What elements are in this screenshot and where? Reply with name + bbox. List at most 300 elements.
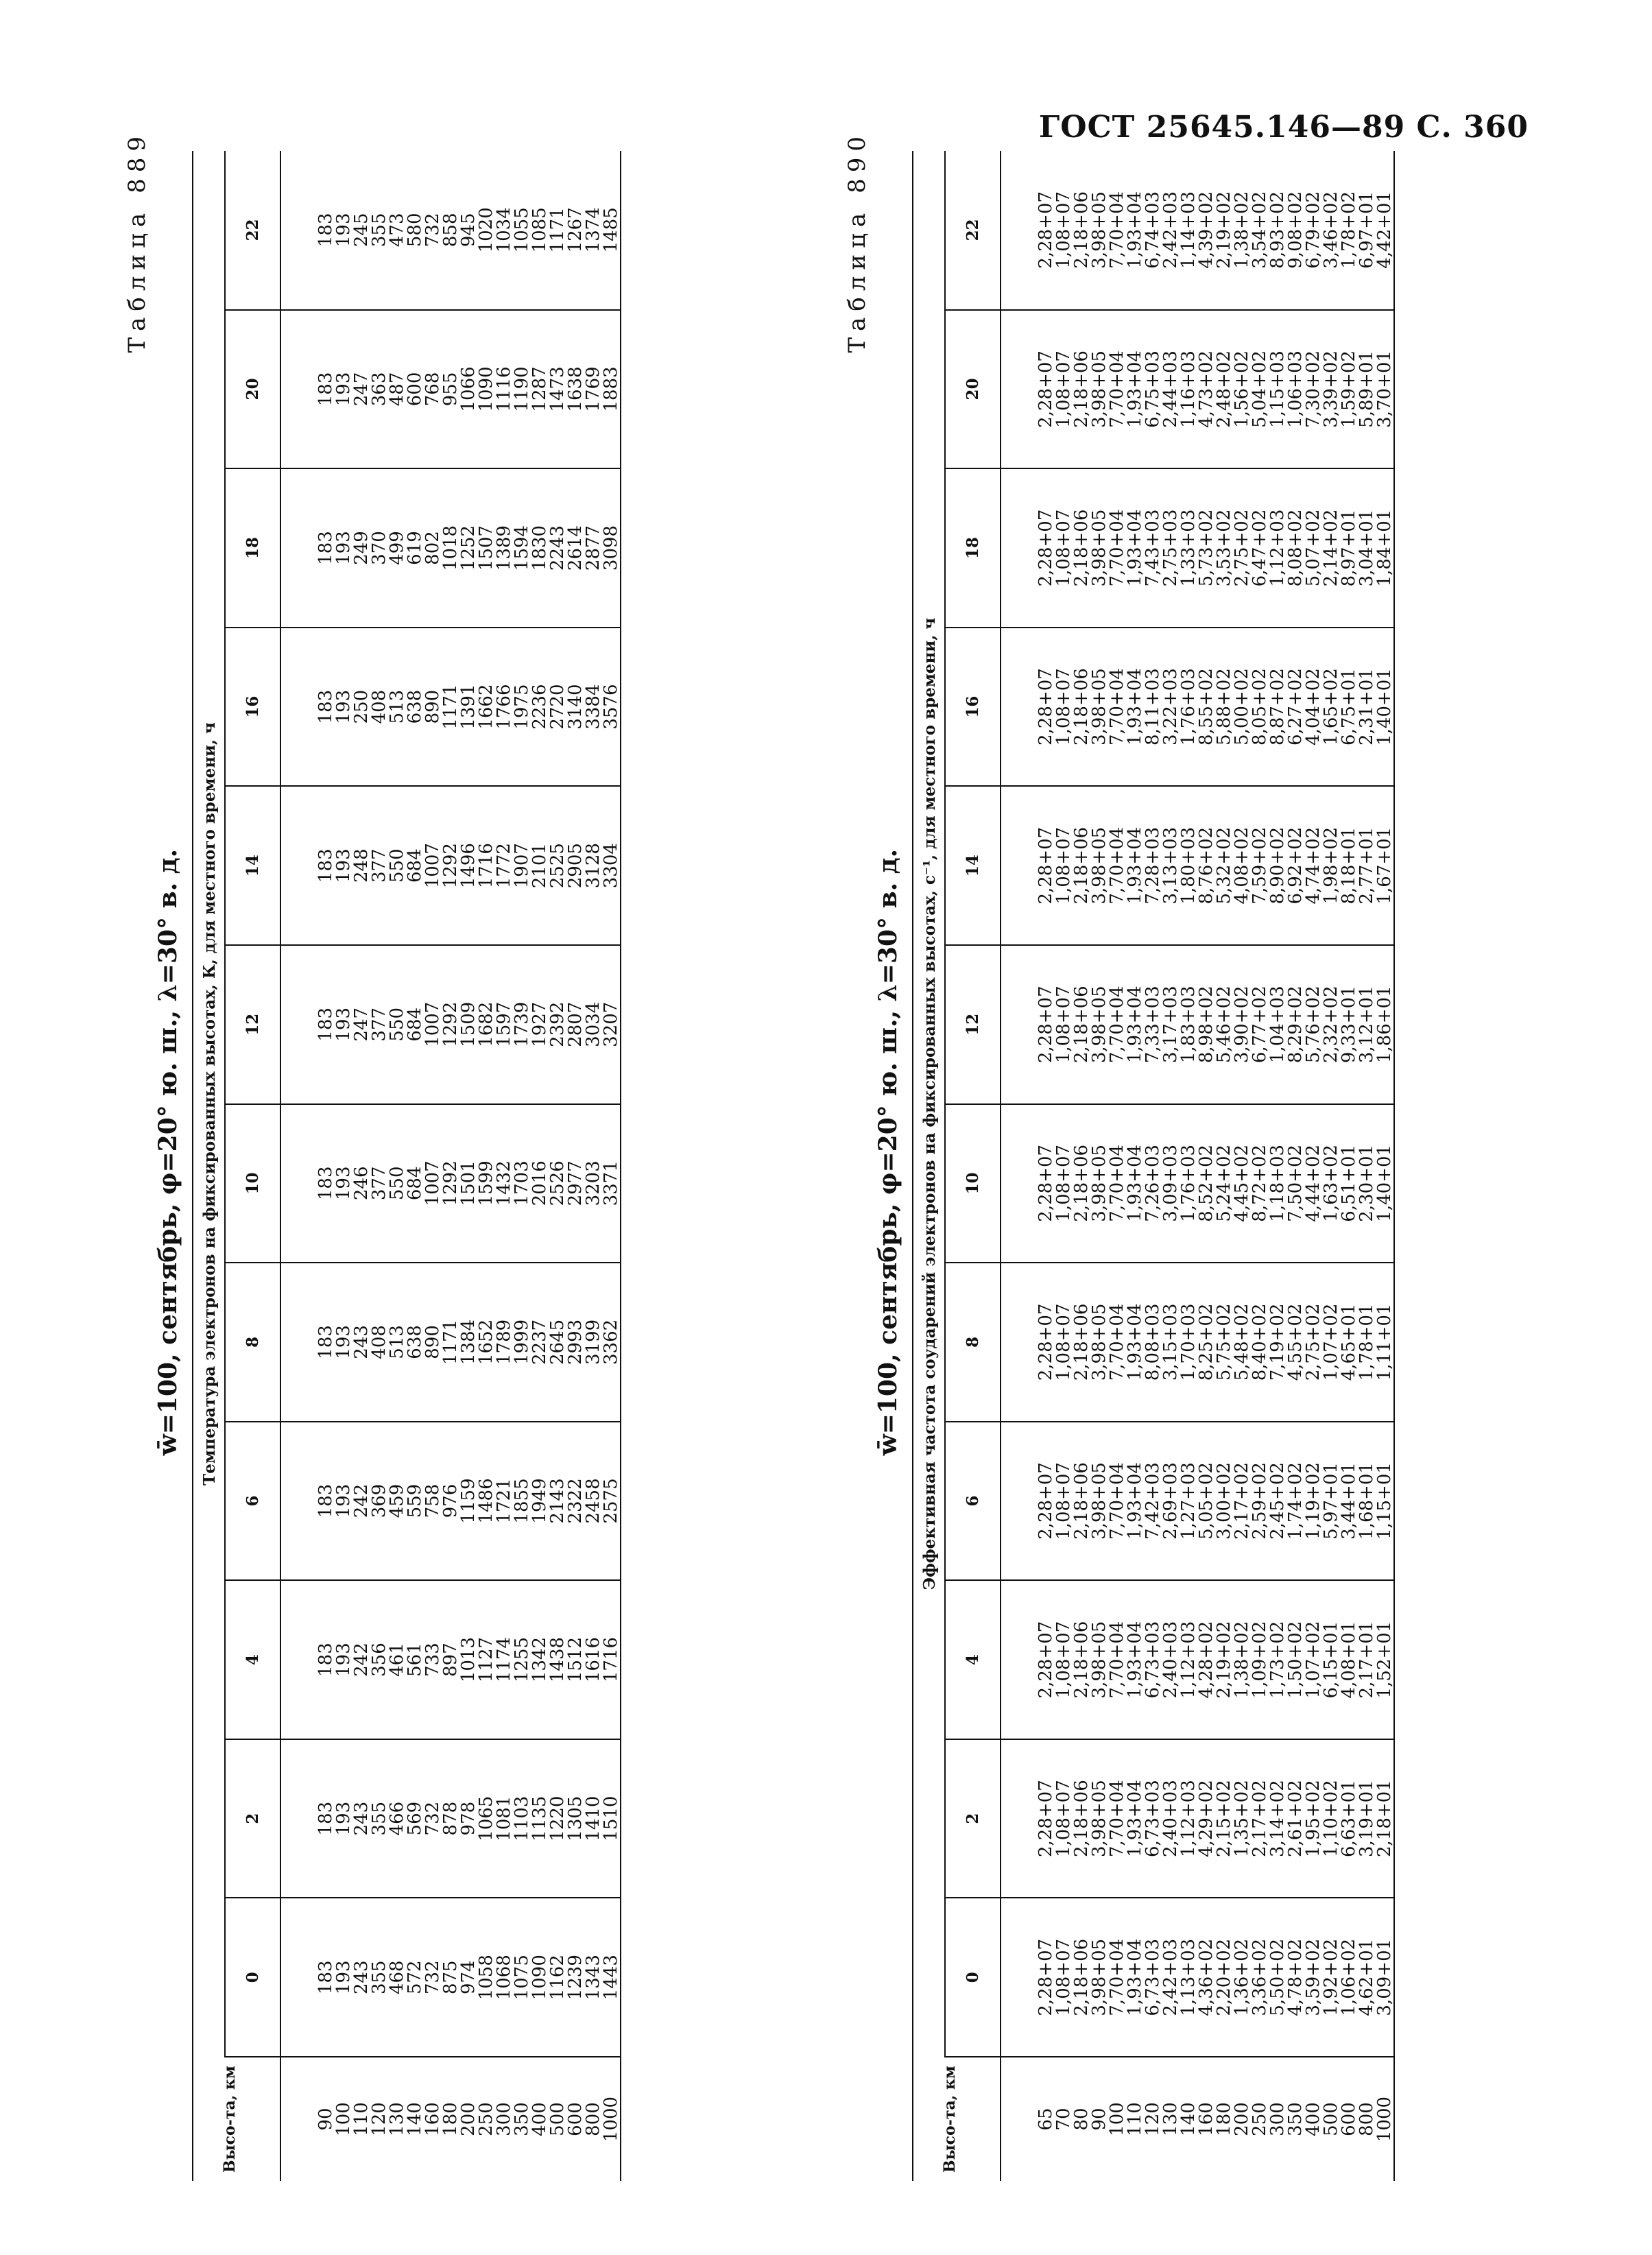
cell-value: 2525: [547, 843, 568, 889]
cell-value: 1,06+03: [1285, 350, 1306, 428]
cell-value: 1443: [601, 1955, 621, 2001]
hour-header: 0: [225, 1898, 280, 2057]
cell-value: 183: [315, 1483, 336, 1518]
cell-value: 2,18+06: [1071, 350, 1092, 428]
cell-value: 3,04+01: [1356, 509, 1377, 587]
cell-value: 4,39+02: [1196, 191, 1217, 269]
cell-value: 247: [351, 372, 372, 407]
cell-value: 732: [422, 213, 443, 248]
cell-value: 1,12+03: [1178, 1621, 1199, 1699]
cell-value: 1,56+02: [1232, 350, 1252, 428]
cell-value: 3,98+05: [1089, 191, 1110, 269]
cell-value: 1007: [422, 1160, 443, 1206]
cell-value: 7,70+04: [1107, 1144, 1127, 1222]
cell-value: 733: [422, 1643, 443, 1677]
cell-value: 7,33+03: [1142, 986, 1163, 1064]
cell-value: 1287: [529, 366, 550, 412]
altitude-header: Высо-та, км: [913, 2057, 1001, 2181]
cell-value: 1267: [565, 207, 586, 253]
cell-value: 2,17+02: [1232, 1462, 1252, 1540]
altitude-value: 400: [529, 2102, 550, 2136]
cell-value: 3,98+05: [1089, 986, 1110, 1064]
cell-value: 1,93+04: [1125, 668, 1145, 745]
cell-value: 193: [333, 1801, 354, 1836]
cell-value: 3,90+02: [1232, 986, 1252, 1064]
cell-value: 1,08+07: [1053, 986, 1074, 1064]
cell-value: 1055: [512, 207, 532, 253]
cell-value: 6,27+02: [1285, 668, 1306, 745]
cell-value: 976: [440, 1483, 461, 1518]
cell-value: 1616: [583, 1636, 603, 1683]
hour-column: [280, 945, 621, 1104]
altitude-value: 160: [1196, 2102, 1217, 2136]
cell-value: 3,46+02: [1321, 191, 1341, 269]
hour-column: [280, 1422, 621, 1581]
cell-value: 3128: [583, 843, 603, 889]
cell-value: 473: [387, 213, 407, 248]
cell-value: 6,73+03: [1142, 1938, 1163, 2016]
hour-column: [1001, 1739, 1394, 1898]
hour-header: 20: [225, 310, 280, 469]
cell-value: 7,70+04: [1107, 1780, 1127, 1858]
cell-value: 1,13+03: [1178, 1938, 1199, 2016]
cell-value: 499: [387, 531, 407, 565]
altitude-value: 90: [1089, 2108, 1110, 2131]
cell-value: 7,70+04: [1107, 350, 1127, 428]
cell-value: 1,15+01: [1374, 1462, 1395, 1540]
cell-value: 1090: [476, 366, 496, 412]
cell-value: 978: [458, 1801, 479, 1836]
cell-value: 1,63+02: [1321, 1144, 1341, 1222]
cell-value: 7,70+04: [1107, 191, 1127, 269]
cell-value: 1292: [440, 1001, 461, 1047]
cell-value: 1081: [494, 1795, 514, 1841]
cell-value: 6,74+03: [1142, 191, 1163, 269]
cell-value: 4,08+02: [1232, 826, 1252, 905]
cell-value: 1034: [494, 207, 514, 253]
cell-value: 1638: [565, 366, 586, 412]
cell-value: 7,30+02: [1303, 350, 1324, 428]
altitude-value: 110: [351, 2102, 372, 2136]
cell-value: 1,07+02: [1321, 1303, 1341, 1381]
cell-value: 1512: [565, 1636, 586, 1683]
table-label: Таблица 889: [123, 130, 151, 353]
cell-value: 3,12+01: [1356, 986, 1377, 1064]
cell-value: 7,43+03: [1142, 509, 1163, 587]
cell-value: 1,52+01: [1374, 1621, 1395, 1699]
cell-value: 6,73+03: [1142, 1780, 1163, 1858]
cell-value: 890: [422, 1325, 443, 1359]
cell-value: 5,76+02: [1303, 986, 1324, 1064]
altitude-value: 1000: [1374, 2096, 1395, 2143]
cell-value: 6,15+01: [1321, 1621, 1341, 1699]
altitude-value: 500: [547, 2102, 568, 2136]
cell-value: 193: [333, 372, 354, 407]
cell-value: 3,98+05: [1089, 1938, 1110, 2016]
cell-value: 1,08+07: [1053, 1303, 1074, 1381]
hour-column: [1001, 468, 1394, 628]
cell-value: 1652: [476, 1319, 496, 1365]
cell-value: 8,11+03: [1142, 668, 1163, 745]
cell-value: 5,04+02: [1249, 350, 1270, 428]
cell-value: 2,18+06: [1071, 1462, 1092, 1540]
cell-value: 5,46+02: [1214, 986, 1234, 1064]
cell-value: 193: [333, 1007, 354, 1042]
cell-value: 1239: [565, 1955, 586, 2001]
cell-value: 2614: [565, 525, 586, 571]
cell-value: 2,28+07: [1036, 350, 1056, 428]
cell-value: 897: [440, 1643, 461, 1677]
cell-value: 4,08+01: [1339, 1621, 1359, 1699]
cell-value: 3,98+05: [1089, 1780, 1110, 1858]
cell-value: 1,93+04: [1125, 1780, 1145, 1858]
cell-value: 7,59+02: [1249, 826, 1270, 905]
cell-value: 3,98+05: [1089, 1303, 1110, 1381]
cell-value: 2237: [529, 1319, 550, 1365]
cell-value: 247: [351, 1007, 372, 1042]
cell-value: 193: [333, 1325, 354, 1359]
cell-value: 2,18+06: [1071, 1144, 1092, 1222]
cell-value: 408: [369, 689, 390, 724]
cell-value: 1,93+04: [1125, 509, 1145, 587]
cell-value: 7,28+03: [1142, 826, 1163, 905]
altitude-value: 300: [494, 2102, 514, 2136]
cell-value: 1058: [476, 1955, 496, 2001]
hour-column: [280, 1739, 621, 1898]
cell-value: 1485: [601, 207, 621, 253]
cell-value: 6,79+02: [1303, 191, 1324, 269]
cell-value: 1389: [494, 525, 514, 571]
cell-value: 4,55+02: [1285, 1303, 1306, 1381]
hour-header: 10: [225, 1104, 280, 1263]
cell-value: 3,14+02: [1267, 1780, 1288, 1858]
altitude-column: [280, 2057, 621, 2181]
cell-value: 2,18+06: [1071, 191, 1092, 269]
cell-value: 4,29+02: [1196, 1780, 1217, 1858]
cell-value: 466: [387, 1801, 407, 1836]
cell-value: 1975: [512, 684, 532, 730]
cell-value: 5,07+02: [1303, 509, 1324, 587]
cell-value: 356: [369, 1643, 390, 1677]
cell-value: 2,18+06: [1071, 826, 1092, 905]
hour-column: [280, 468, 621, 628]
cell-value: 1509: [458, 1001, 479, 1047]
cell-value: 684: [405, 848, 425, 883]
cell-value: 2,18+06: [1071, 1938, 1092, 2016]
cell-value: 5,73+02: [1196, 509, 1217, 587]
cell-value: 1,74+02: [1285, 1462, 1306, 1540]
cell-value: 1162: [547, 1955, 568, 2001]
cell-value: 183: [315, 1643, 336, 1677]
cell-value: 1,93+04: [1125, 1303, 1145, 1381]
altitude-value: 90: [315, 2108, 336, 2131]
cell-value: 2,18+06: [1071, 986, 1092, 1064]
cell-value: 2,28+07: [1036, 1144, 1056, 1222]
cell-value: 875: [440, 1960, 461, 1995]
cell-value: 4,74+02: [1303, 826, 1324, 905]
cell-value: 2143: [547, 1478, 568, 1524]
cell-value: 1292: [440, 1160, 461, 1206]
altitude-value: 1000: [601, 2096, 621, 2143]
cell-value: 6,77+02: [1249, 986, 1270, 1064]
cell-value: 559: [405, 1483, 425, 1518]
cell-value: 684: [405, 1007, 425, 1042]
cell-value: 243: [351, 1801, 372, 1836]
cell-value: 3,09+01: [1374, 1938, 1395, 2016]
cell-value: 638: [405, 689, 425, 724]
altitude-value: 350: [1285, 2102, 1306, 2136]
cell-value: 4,28+02: [1196, 1621, 1217, 1699]
cell-value: 1855: [512, 1478, 532, 1524]
cell-value: 802: [422, 531, 443, 565]
hour-header: 2: [945, 1739, 1001, 1898]
cell-value: 250: [351, 689, 372, 724]
cell-value: 2,18+06: [1071, 1780, 1092, 1858]
altitude-value: 110: [1125, 2102, 1145, 2136]
cell-value: 9,33+01: [1339, 986, 1359, 1064]
cell-value: 2,77+01: [1356, 826, 1377, 905]
cell-value: 1,93+04: [1125, 191, 1145, 269]
cell-value: 377: [369, 1166, 390, 1201]
cell-value: 8,55+02: [1196, 668, 1217, 745]
altitude-value: 65: [1036, 2108, 1056, 2131]
cell-value: 1,95+02: [1303, 1780, 1324, 1858]
cell-value: 1,92+02: [1321, 1938, 1341, 2016]
cell-value: 8,76+02: [1196, 826, 1217, 905]
altitude-value: 350: [512, 2102, 532, 2136]
cell-value: 1,78+02: [1339, 191, 1359, 269]
cell-value: 242: [351, 1483, 372, 1518]
cell-value: 2,28+07: [1036, 1938, 1056, 2016]
cell-value: 1190: [512, 366, 532, 412]
cell-value: 2243: [547, 525, 568, 571]
table-title: w̄=100, сентябрь, φ=20° ю. ш., λ=30° в. д.: [154, 848, 182, 1456]
cell-value: 2392: [547, 1001, 568, 1047]
cell-value: 1410: [583, 1795, 603, 1841]
cell-value: 2,75+03: [1160, 509, 1181, 587]
hour-column: [1001, 151, 1394, 310]
cell-value: 7,70+04: [1107, 1462, 1127, 1540]
cell-value: 5,89+01: [1356, 350, 1377, 428]
cell-value: 638: [405, 1325, 425, 1359]
cell-value: 2,75+02: [1303, 1303, 1324, 1381]
cell-value: 1,68+01: [1356, 1462, 1377, 1540]
cell-value: 183: [315, 848, 336, 883]
table-890: [843, 123, 1395, 2181]
altitude-column: [1001, 2057, 1394, 2181]
cell-value: 1,06+02: [1339, 1938, 1359, 2016]
cell-value: 1007: [422, 843, 443, 889]
cell-value: 4,62+01: [1356, 1938, 1377, 2016]
cell-value: 1830: [529, 525, 550, 571]
cell-value: 7,19+02: [1267, 1303, 1288, 1381]
cell-value: 3,98+05: [1089, 350, 1110, 428]
cell-value: 3207: [601, 1001, 621, 1047]
altitude-value: 250: [1249, 2102, 1270, 2136]
cell-value: 2,19+02: [1214, 191, 1234, 269]
cell-value: 193: [333, 1643, 354, 1677]
cell-value: 183: [315, 531, 336, 565]
cell-value: 758: [422, 1483, 443, 1518]
cell-value: 1,08+07: [1053, 191, 1074, 269]
cell-value: 2,20+02: [1214, 1938, 1234, 2016]
cell-value: 369: [369, 1483, 390, 1518]
cell-value: 6,92+02: [1285, 826, 1306, 905]
hour-header: 18: [225, 468, 280, 628]
hour-header: 10: [945, 1104, 1001, 1263]
cell-value: 2,28+07: [1036, 668, 1056, 745]
cell-value: 6,51+01: [1339, 1144, 1359, 1222]
cell-value: 7,70+04: [1107, 668, 1127, 745]
cell-value: 8,08+03: [1142, 1303, 1163, 1381]
cell-value: 2236: [529, 684, 550, 730]
cell-value: 8,87+02: [1267, 668, 1288, 745]
cell-value: 355: [369, 1801, 390, 1836]
cell-value: 1432: [494, 1160, 514, 1206]
cell-value: 3,17+03: [1160, 986, 1181, 1064]
cell-value: 1594: [512, 525, 532, 571]
cell-value: 1,80+03: [1178, 826, 1199, 905]
cell-value: 2,59+02: [1249, 1462, 1270, 1540]
cell-value: 7,70+04: [1107, 986, 1127, 1064]
cell-value: 1343: [583, 1955, 603, 2001]
cell-value: 1,07+02: [1303, 1621, 1324, 1699]
cell-value: 513: [387, 689, 407, 724]
cell-value: 1,70+03: [1178, 1303, 1199, 1381]
cell-value: 183: [315, 689, 336, 724]
cell-value: 3,19+01: [1356, 1780, 1377, 1858]
cell-value: 1171: [547, 207, 568, 253]
cell-value: 193: [333, 1960, 354, 1995]
cell-value: 1075: [512, 1955, 532, 2001]
cell-value: 1135: [529, 1795, 550, 1841]
cell-value: 6,63+01: [1339, 1780, 1359, 1858]
cell-value: 3098: [601, 525, 621, 571]
cell-value: 1252: [458, 525, 479, 571]
altitude-value: 600: [565, 2102, 586, 2136]
cell-value: 1159: [458, 1478, 479, 1524]
cell-value: 8,93+02: [1267, 191, 1288, 269]
cell-value: 1,08+07: [1053, 668, 1074, 745]
cell-value: 2,18+06: [1071, 668, 1092, 745]
cell-value: 2877: [583, 525, 603, 571]
cell-value: 2,42+03: [1160, 1938, 1181, 2016]
cell-value: 6,75+03: [1142, 350, 1163, 428]
cell-value: 2905: [565, 843, 586, 889]
hour-header: 8: [945, 1263, 1001, 1422]
cell-value: 377: [369, 848, 390, 883]
cell-value: 1507: [476, 525, 496, 571]
altitude-value: 160: [422, 2102, 443, 2136]
cell-value: 1,40+01: [1374, 1144, 1395, 1222]
cell-value: 193: [333, 1166, 354, 1201]
cell-value: 1501: [458, 1160, 479, 1206]
cell-value: 7,70+04: [1107, 1303, 1127, 1381]
cell-value: 3,53+02: [1214, 509, 1234, 587]
cell-value: 1662: [476, 684, 496, 730]
hour-column: [1001, 1898, 1394, 2057]
cell-value: 3384: [583, 684, 603, 730]
cell-value: 4,65+01: [1339, 1303, 1359, 1381]
cell-value: 1,08+07: [1053, 509, 1074, 587]
cell-value: 2,69+03: [1160, 1462, 1181, 1540]
cell-value: 1,08+07: [1053, 1780, 1074, 1858]
cell-value: 2,32+02: [1321, 986, 1341, 1064]
cell-value: 550: [387, 848, 407, 883]
cell-value: 5,00+02: [1232, 668, 1252, 745]
cell-value: 600: [405, 372, 425, 407]
cell-value: 5,50+02: [1267, 1938, 1288, 2016]
cell-value: 246: [351, 1166, 372, 1201]
table-title: w̄=100, сентябрь, φ=20° ю. ш., λ=30° в. д.: [874, 848, 902, 1456]
altitude-value: 130: [387, 2102, 407, 2136]
cell-value: 1127: [476, 1636, 496, 1683]
cell-value: 4,04+02: [1303, 668, 1324, 745]
cell-value: 7,50+02: [1285, 1144, 1306, 1222]
hour-header: 2: [225, 1739, 280, 1898]
altitude-value: 70: [1053, 2108, 1074, 2131]
cell-value: 2,14+02: [1321, 509, 1341, 587]
hour-column: [280, 1580, 621, 1739]
cell-value: 2,31+01: [1356, 668, 1377, 745]
hour-header: 8: [225, 1263, 280, 1422]
hour-header: 12: [945, 945, 1001, 1104]
cell-value: 3,00+02: [1214, 1462, 1234, 1540]
cell-value: 1597: [494, 1001, 514, 1047]
cell-value: 6,97+01: [1356, 191, 1377, 269]
cell-value: 1,19+02: [1303, 1462, 1324, 1540]
cell-value: 1384: [458, 1319, 479, 1365]
cell-value: 3,98+05: [1089, 1144, 1110, 1222]
cell-value: 2,48+02: [1214, 350, 1234, 428]
hour-column: [280, 310, 621, 469]
cell-value: 1,76+03: [1178, 668, 1199, 745]
cell-value: 1,93+04: [1125, 826, 1145, 905]
cell-value: 6,75+01: [1339, 668, 1359, 745]
cell-value: 2,18+06: [1071, 509, 1092, 587]
cell-value: 1473: [547, 366, 568, 412]
cell-value: 7,70+04: [1107, 1938, 1127, 2016]
cell-value: 183: [315, 1960, 336, 1995]
cell-value: 1486: [476, 1478, 496, 1524]
cell-value: 7,70+04: [1107, 1621, 1127, 1699]
cell-value: 2,45+02: [1267, 1462, 1288, 1540]
cell-value: 1255: [512, 1636, 532, 1683]
cell-value: 2,18+01: [1374, 1780, 1395, 1858]
hour-column: [280, 628, 621, 787]
cell-value: 945: [458, 213, 479, 248]
cell-value: 3,98+05: [1089, 1621, 1110, 1699]
cell-value: 1721: [494, 1478, 514, 1524]
cell-value: 1,59+02: [1339, 350, 1359, 428]
cell-value: 513: [387, 1325, 407, 1359]
cell-value: 2458: [583, 1478, 603, 1524]
hour-header: 22: [945, 151, 1001, 310]
cell-value: 8,08+02: [1285, 509, 1306, 587]
cell-value: 3199: [583, 1319, 603, 1365]
hour-column: [1001, 786, 1394, 945]
altitude-value: 200: [1232, 2102, 1252, 2136]
cell-value: 1,67+01: [1374, 826, 1395, 905]
cell-value: 1883: [601, 366, 621, 412]
cell-value: 3,44+01: [1339, 1462, 1359, 1540]
hour-header: 6: [945, 1422, 1001, 1581]
cell-value: 561: [405, 1643, 425, 1677]
cell-value: 955: [440, 372, 461, 407]
cell-value: 1,12+03: [1267, 509, 1288, 587]
cell-value: 1018: [440, 525, 461, 571]
cell-value: 408: [369, 1325, 390, 1359]
